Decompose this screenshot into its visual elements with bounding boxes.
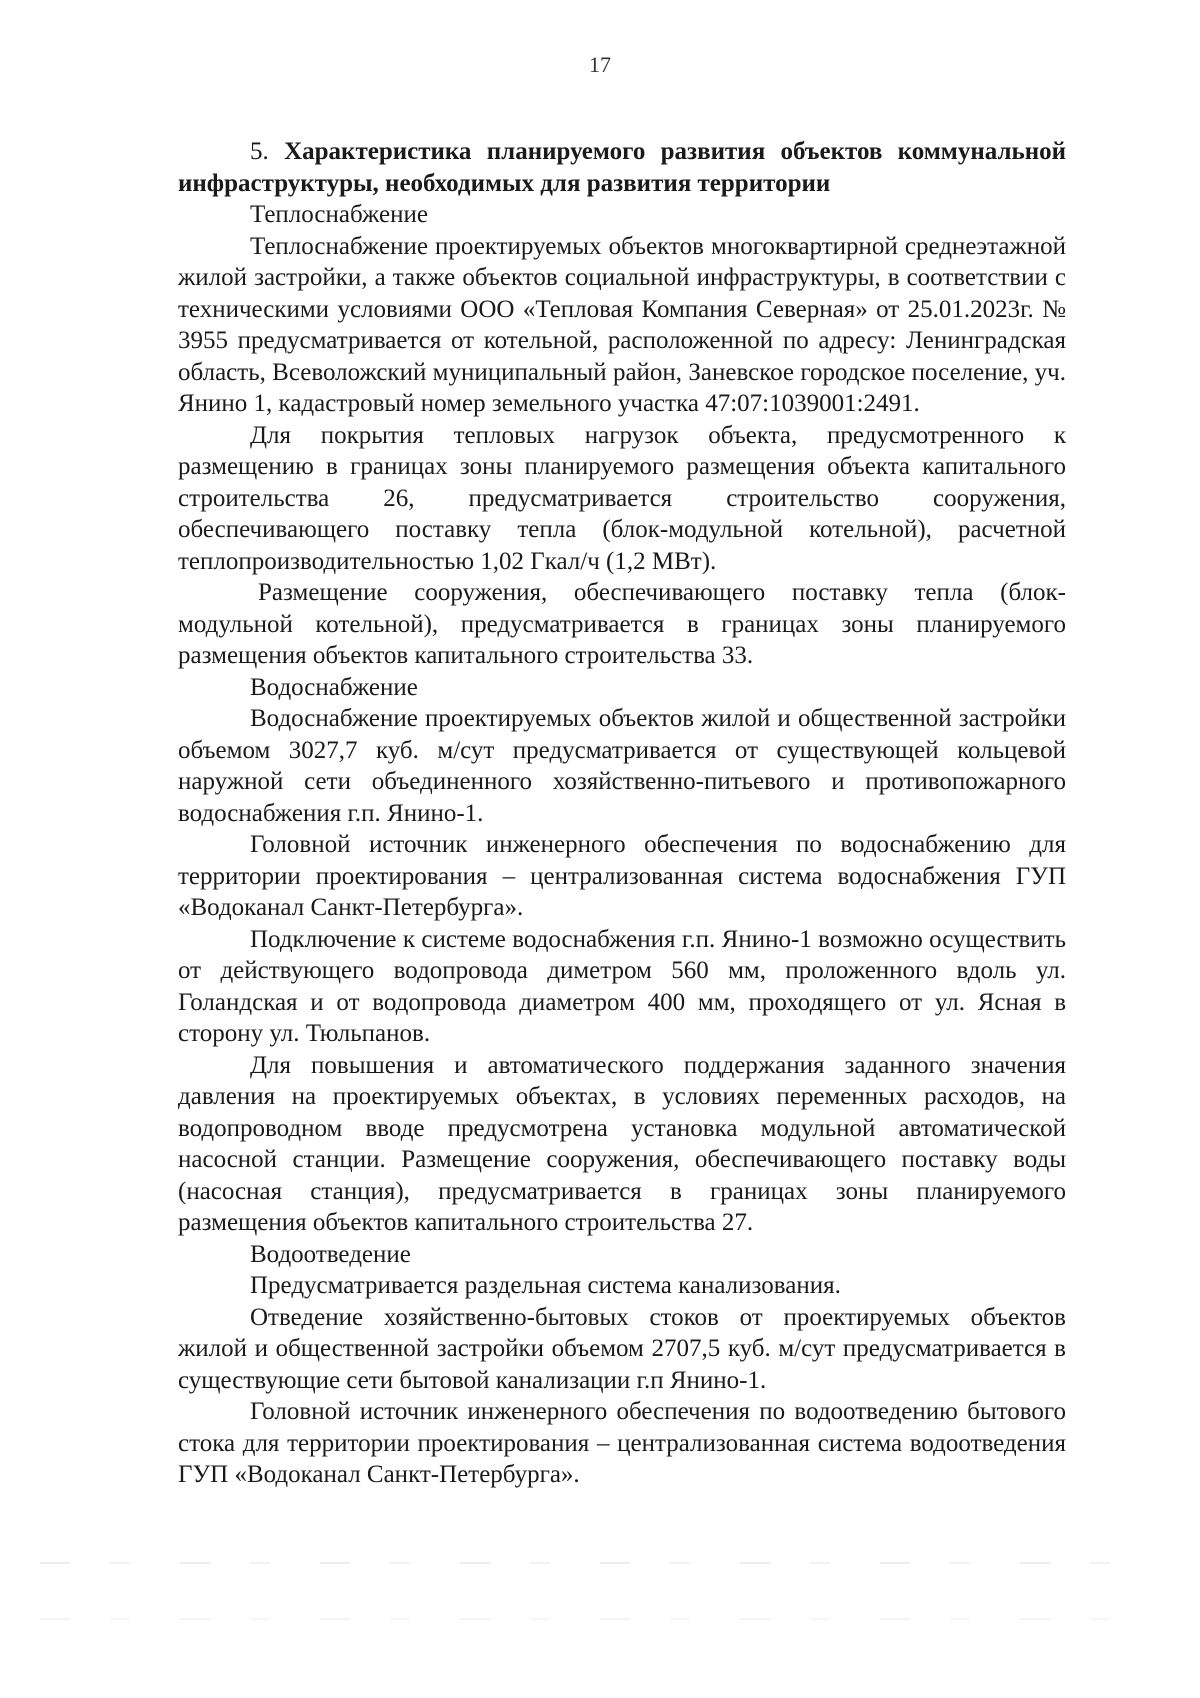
paragraph-heat-1: Теплоснабжение проектируемых объектов многоквартирной среднеэтажной жилой застройки, а также объектов социальной инфраструктуры, в соответствии с техническими условиями ООО «Тепловая Компания Северная» от 25.01.2023г. № 3955 предусматривается от котельной, расположенной по адресу: Ленинградская область, Всеволожский муниципальный район, Заневское городское поселение, уч. Янино 1, кадастровый номер земельного участка 47:07:1039001:2491. — [178, 232, 1066, 417]
paragraph-water-1: Водоснабжение проектируемых объектов жилой и общественной застройки объемом 3027,7 куб. м/сут предусматривается от существующей кольцевой наружной сети объединенного хозяйственно-питьевого и противопожарного водоснабжения г.п. Янино-1. — [178, 705, 1066, 827]
subheading-sewerage: Водоотведение — [250, 1240, 411, 1268]
section-title: Характеристика планируемого развития объектов коммунальной инфраструктуры, необходимых для развития территории — [178, 138, 1066, 197]
paragraph-heat-3: Размещение сооружения, обеспечивающего поставку тепла (блок-модульной котельной), предусматривается в границах зоны планируемого размещения объектов капитального строительства 33. — [178, 579, 1066, 669]
page-content — [178, 136, 1066, 1491]
section-heading — [178, 136, 1066, 199]
paragraph-water-2: Головной источник инженерного обеспечения по водоснабжению для территории проектирования – централизованная система водоснабжения ГУП «Водоканал Санкт-Петербурга». — [178, 831, 1066, 921]
subheading-heat-supply: Теплоснабжение — [250, 201, 428, 228]
page-number: 17 — [589, 52, 611, 77]
paragraph-sewer-1: Предусматривается раздельная система канализования. — [250, 1272, 841, 1299]
scan-artifact-line — [40, 1562, 1160, 1564]
scan-artifact-line — [40, 1618, 1160, 1620]
subheading-water-supply: Водоснабжение — [250, 673, 418, 701]
paragraph-sewer-2: Отведение хозяйственно-бытовых стоков от проектируемых объектов жилой и общественной застройки объемом 2707,5 куб. м/сут предусматривается в существующие сети бытовой канализации г.п Янино-1. — [178, 1303, 1066, 1394]
paragraph-water-4: Для повышения и автоматического поддержания заданного значения давления на проектируемых объектах, в условиях переменных расходов, на водопроводном вводе предусмотрена установка модульной автоматической насосной станции. Размещение сооружения, обеспечивающего поставку воды (насосная станция), предусматривается в границах зоны планируемого размещения объектов капитального строительства 27. — [178, 1051, 1066, 1236]
paragraph-heat-2: Для покрытия тепловых нагрузок объекта, предусмотренного к размещению в границах зоны планируемого размещения объекта капитального строительства 26, предусматривается строительство сооружения, обеспечивающего поставку тепла (блок-модульной котельной), расчетной теплопроизводительностью 1,02 Гкал/ч (1,2 МВт). — [178, 421, 1066, 575]
paragraph-water-3: Подключение к системе водоснабжения г.п. Янино-1 возможно осуществить от действующего водопровода диметром 560 мм, проложенного вдоль ул. Голандская и от водопровода диаметром 400 мм, проходящего от ул. Ясная в сторону ул. Тюльпанов. — [178, 925, 1066, 1047]
section-number: 5. — [250, 138, 269, 165]
paragraph-sewer-3: Головной источник инженерного обеспечения по водоотведению бытового стока для территории проектирования – централизованная система водоотведения ГУП «Водоканал Санкт-Петербурга». — [178, 1398, 1066, 1488]
